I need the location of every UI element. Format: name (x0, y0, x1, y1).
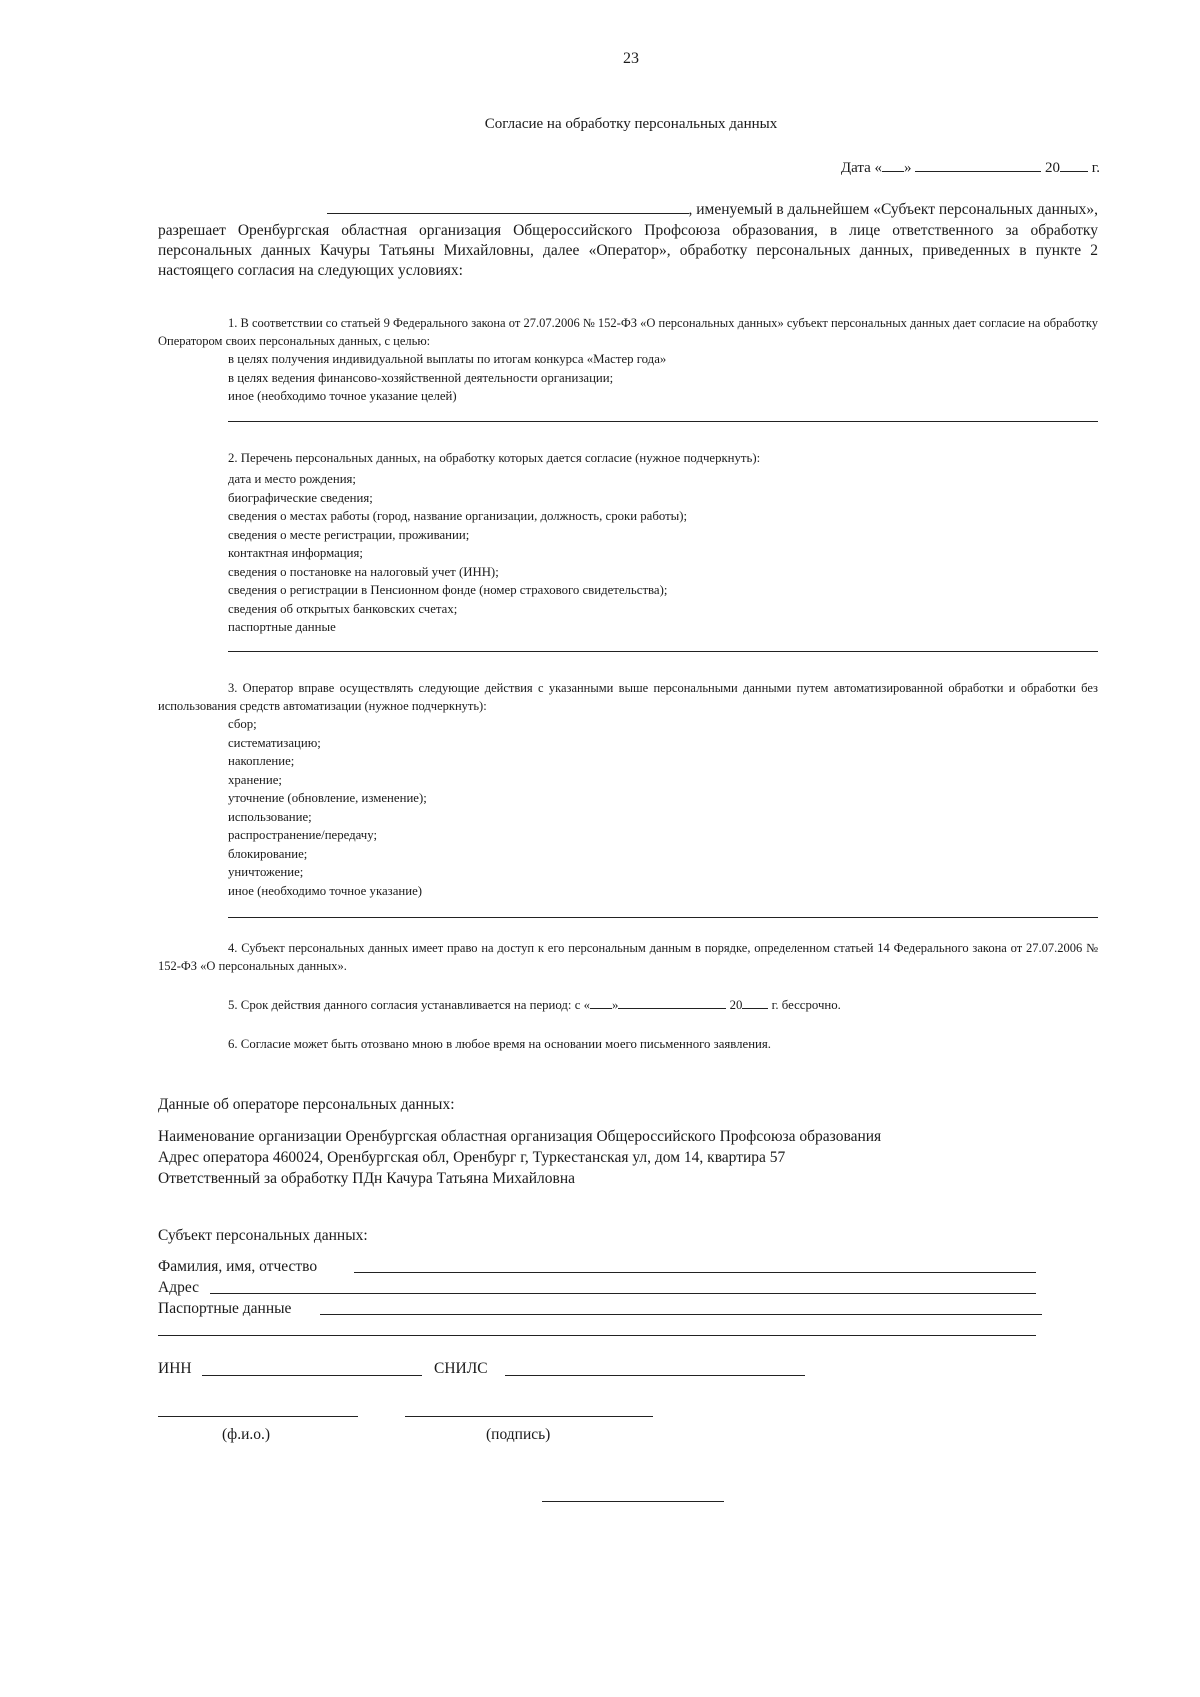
list-item: контактная информация; (228, 546, 363, 560)
section-3-fill-line[interactable] (228, 917, 1098, 918)
section-2-lead: 2. Перечень персональных данных, на обработку которых дается согласие (нужное подчеркнуть): (228, 451, 761, 465)
intro-body: разрешает Оренбургская областная организация Общероссийского Профсоюза образования, в лице ответственного за обработку персональных данных Качуры Татьяны Михайловны, далее «Оператор», обработку персональных данных, приведенных в пункте 2 настоящего согласия на следующих условиях: (158, 222, 1098, 279)
operator-address: Адрес оператора 460024, Оренбургская обл, Оренбург г, Туркестанская ул, дом 14, квартира 57 (158, 1149, 786, 1166)
fio-signature-line[interactable] (158, 1416, 358, 1417)
date-mid: » (904, 160, 912, 176)
operator-name: Наименование организации Оренбургская областная организация Общероссийского Профсоюза образования (158, 1128, 882, 1145)
snils-label: СНИЛС (434, 1360, 488, 1377)
passport-field-extra[interactable] (158, 1335, 1036, 1336)
list-item: сведения о месте регистрации, проживании; (228, 527, 470, 542)
term-day-blank[interactable] (590, 998, 612, 1009)
list-item: сведения о постановке на налоговый учет (ИНН); (228, 564, 499, 579)
snils-field[interactable] (505, 1375, 805, 1376)
section-1-lead: 1. В соответствии со статьей 9 Федерального закона от 27.07.2006 № 152-ФЗ «О персональных данных» субъект персональных данных дает согласие на обработку Оператором своих персональных данных, с целью: (158, 316, 1098, 348)
list-item: блокирование; (228, 846, 308, 861)
date-month-blank[interactable] (915, 159, 1041, 172)
section-1 (158, 314, 1098, 350)
list-item: в целях получения индивидуальной выплаты по итогам конкурса «Мастер года» (228, 352, 667, 366)
term-month-blank[interactable] (618, 998, 726, 1009)
list-item: уничтожение; (228, 865, 304, 879)
list-item: сведения об открытых банковских счетах; (228, 601, 458, 616)
list-item: дата и место рождения; (228, 472, 356, 486)
section-5-mid: » (611, 998, 619, 1012)
list-item: сведения о местах работы (город, название организации, должность, сроки работы); (228, 509, 688, 523)
list-item: сбор; (228, 717, 257, 731)
list-item: биографические сведения; (228, 490, 373, 505)
list-item: сведения о регистрации в Пенсионном фонде (номер страхового свидетельства); (228, 583, 668, 597)
address-label: Адрес (158, 1279, 199, 1296)
fio-caption: (ф.и.о.) (222, 1426, 271, 1443)
closing-separator (542, 1501, 724, 1502)
fio-field[interactable] (354, 1272, 1036, 1273)
date-prefix: Дата « (840, 160, 883, 176)
date-day-blank[interactable] (882, 159, 904, 172)
date-year-blank[interactable] (1060, 159, 1088, 172)
list-item: уточнение (обновление, изменение); (228, 791, 427, 805)
subject-name-blank[interactable] (327, 201, 689, 214)
page-number: 23 (623, 50, 639, 67)
section-4-text: 4. Субъект персональных данных имеет право на доступ к его персональным данным в порядке, определенном статьей 14 Федерального закона от 27.07.2006 № 152-ФЗ «О персональных данных». (158, 941, 1098, 973)
passport-field[interactable] (320, 1314, 1042, 1315)
signature-caption: (подпись) (486, 1426, 551, 1443)
passport-label: Паспортные данные (158, 1300, 292, 1317)
inn-label: ИНН (158, 1360, 192, 1377)
signature-line[interactable] (405, 1416, 653, 1417)
date-year: 20 (1045, 160, 1061, 176)
section-1-fill-line[interactable] (228, 421, 1098, 422)
list-item: использование; (228, 809, 312, 824)
operator-responsible: Ответственный за обработку ПДн Качура Татьяна Михайловна (158, 1170, 575, 1187)
section-3-list (228, 715, 427, 900)
list-item: иное (необходимо точное указание) (228, 883, 423, 898)
section-5 (228, 998, 841, 1013)
section-1-list (228, 350, 666, 406)
address-field[interactable] (210, 1293, 1036, 1294)
intro-first-text: , именуемый в дальнейшем «Субъект персональных данных», (688, 201, 1098, 218)
document-title: Согласие на обработку персональных данных (484, 116, 778, 132)
list-item: накопление; (228, 754, 295, 768)
list-item: распространение/передачу; (228, 828, 378, 842)
list-item: в целях ведения финансово-хозяйственной деятельности организации; (228, 370, 614, 385)
operator-heading: Данные об операторе персональных данных: (158, 1096, 455, 1113)
section-3-lead: 3. Оператор вправе осуществлять следующие действия с указанными выше персональными данными путем автоматизированной обработки и обработки без использования средств автоматизации (нужное подчеркнуть): (158, 681, 1098, 713)
list-item: паспортные данные (228, 620, 336, 634)
section-5-suffix: г. бессрочно. (771, 998, 841, 1012)
section-4 (158, 939, 1098, 975)
section-2-list (228, 470, 687, 637)
date-line (800, 159, 1100, 177)
list-item: иное (необходимо точное указание целей) (228, 389, 457, 403)
section-6-text: 6. Согласие может быть отозвано мною в любое время на основании моего письменного заявления. (228, 1037, 771, 1051)
section-3 (158, 679, 1098, 715)
subject-heading: Субъект персональных данных: (158, 1227, 368, 1244)
section-2-fill-line[interactable] (228, 651, 1098, 652)
intro-first-line (158, 201, 1098, 219)
fio-label: Фамилия, имя, отчество (158, 1258, 318, 1275)
section-5-prefix: 5. Срок действия данного согласия устанавливается на период: с « (228, 998, 590, 1012)
date-suffix: г. (1091, 160, 1100, 176)
list-item: систематизацию; (228, 735, 321, 750)
section-5-year: 20 (729, 998, 743, 1012)
list-item: хранение; (228, 772, 282, 787)
term-year-blank[interactable] (742, 998, 768, 1009)
inn-field[interactable] (202, 1375, 422, 1376)
